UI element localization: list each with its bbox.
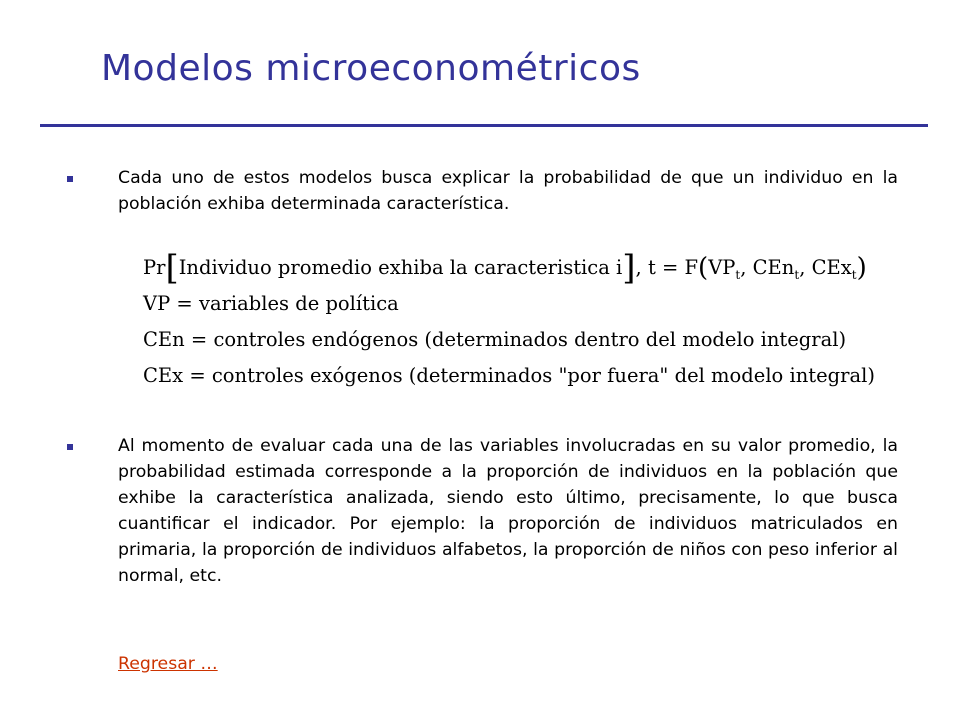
eq-sep2: ,	[799, 256, 812, 279]
equation-cen: CEn = controles endógenos (determinados dentro del modelo integral)	[143, 328, 847, 351]
eq-cen-sub: t	[794, 268, 800, 282]
eq-cen: CEn	[752, 256, 795, 279]
eq-close-paren: )	[856, 253, 867, 283]
eq-vp: VP	[708, 256, 736, 279]
eq-mid: , t = F	[635, 256, 699, 279]
eq-left-bracket: [	[165, 248, 179, 288]
square-bullet-icon	[67, 176, 76, 185]
title-divider	[40, 124, 928, 127]
equation-block	[143, 250, 875, 394]
equation-probability	[143, 250, 875, 286]
eq-cex-sub: t	[851, 268, 857, 282]
equation-vp: VP = variables de política	[143, 292, 399, 315]
eq-cex: CEx	[811, 256, 852, 279]
eq-pr: Pr	[143, 256, 166, 279]
paragraph-explanation: Al momento de evaluar cada una de las variables involucradas en su valor promedio, la probabilidad estimada corresponde a la proporción de individuos en la población que exhibe la característica analizada, siendo esto último, precisamente, lo que busca cuantificar el indicador. Por ejemplo: la proporción de individuos matriculados en primaria, la proporción de individuos alfabetos, la proporción de niños con peso inferior al normal, etc.	[118, 436, 898, 586]
paragraph-intro: Cada uno de estos modelos busca explicar la probabilidad de que un individuo en la población exhiba determinada característica.	[118, 168, 898, 214]
back-link[interactable]: Regresar …	[118, 654, 218, 674]
eq-right-bracket: ]	[622, 248, 636, 288]
eq-inner-text: Individuo promedio exhiba la caracteristica i	[178, 256, 623, 279]
eq-vp-sub: t	[735, 268, 741, 282]
eq-open-paren: (	[698, 253, 709, 283]
equation-cex: CEx = controles exógenos (determinados "por fuera" del modelo integral)	[143, 364, 875, 387]
eq-sep1: ,	[740, 256, 753, 279]
square-bullet-icon	[67, 444, 76, 453]
slide-title: Modelos microeconométricos	[101, 48, 641, 89]
